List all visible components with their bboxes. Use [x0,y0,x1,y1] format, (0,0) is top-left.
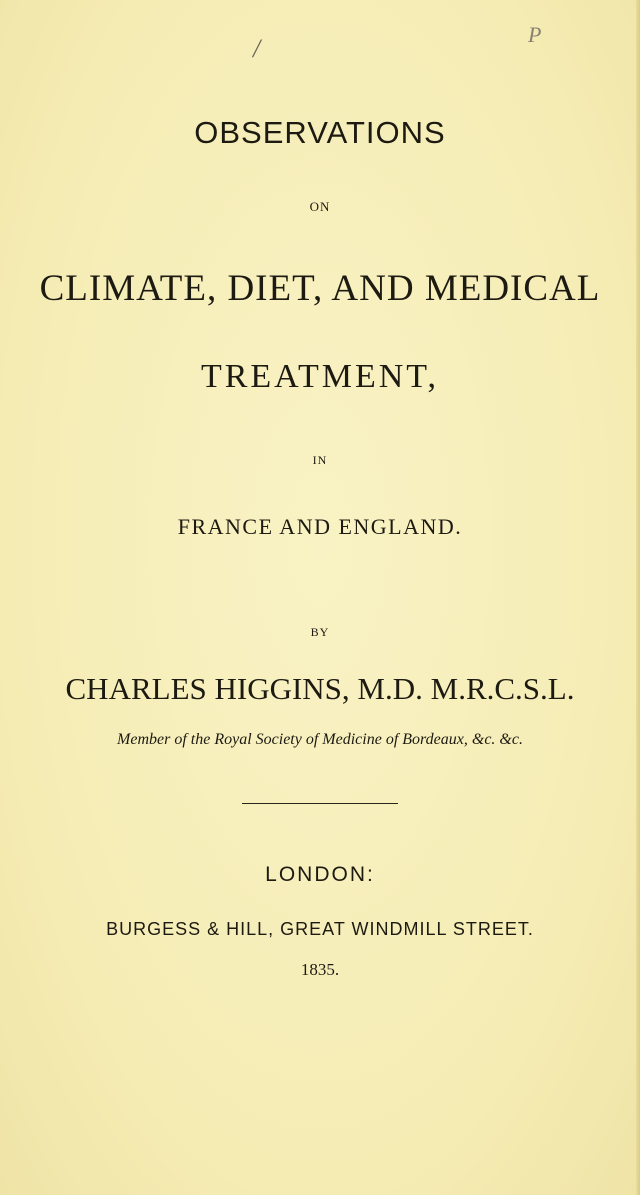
publisher: BURGESS & HILL, GREAT WINDMILL STREET. [106,919,534,939]
pencil-mark-left: / [253,34,261,63]
connector-by: BY [310,625,330,639]
author-name: CHARLES HIGGINS, M.D. M.R.C.S.L. [65,671,575,706]
connector-in: IN [312,453,328,467]
connector-on: ON [309,199,331,214]
author-affiliation: Member of the Royal Society of Medicine of Bordeaux, &c. &c. [117,731,523,748]
page-edge [636,0,640,1195]
imprint-city: LONDON: [265,863,375,886]
divider-rule [242,803,398,804]
publication-year: 1835. [300,960,340,979]
title-line-france: FRANCE AND ENGLAND. [177,514,463,539]
title-line-observations: OBSERVATIONS [194,115,446,150]
title-line-climate: CLIMATE, DIET, AND MEDICAL [39,268,601,309]
pencil-mark-right: P [528,22,542,47]
title-line-treatment: TREATMENT, [200,358,440,395]
